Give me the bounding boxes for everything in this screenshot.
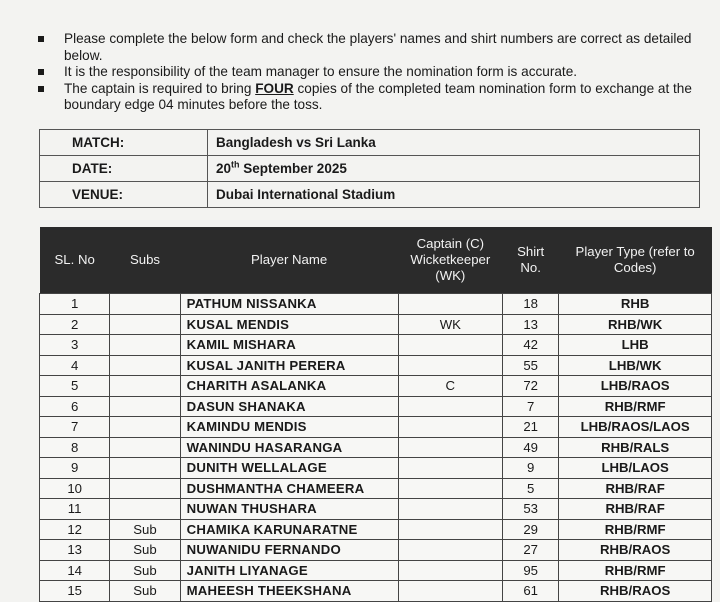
sl-cell: 4 [40,355,110,376]
sl-cell: 5 [40,376,110,397]
player-name-cell: KAMINDU MENDIS [180,417,398,438]
instruction-text: It is the responsibility of the team manager to ensure the nomination form is accurate. [64,64,578,79]
shirt-number-cell: 72 [503,376,559,397]
instruction-item [38,64,698,81]
role-cell [398,540,502,561]
subs-cell [110,314,180,335]
subs-cell: Sub [110,519,180,540]
role-cell [398,417,502,438]
header-role [398,227,502,294]
player-name-cell: JANITH LIYANAGE [180,560,398,581]
subs-cell [110,499,180,520]
player-type-cell: RHB/WK [559,314,712,335]
match-label: MATCH: [40,130,208,156]
header-type-line2: Codes) [613,260,657,275]
shirt-number-cell: 53 [503,499,559,520]
player-name-cell: CHAMIKA KARUNARATNE [180,519,398,540]
subs-cell [110,294,180,315]
bullet-icon [38,69,44,75]
match-value: Bangladesh vs Sri Lanka [208,130,700,156]
subs-cell: Sub [110,581,180,602]
role-cell [398,294,502,315]
header-shirt-line2: No. [520,260,541,275]
role-cell [398,437,502,458]
header-player-type [559,227,712,294]
sl-cell: 7 [40,417,110,438]
table-row [40,376,712,397]
instruction-item [38,31,698,64]
header-type-line1: Player Type (refer to [575,244,695,259]
venue-label: VENUE: [40,182,208,208]
sl-cell: 12 [40,519,110,540]
player-type-cell: RHB/RAOS [559,540,712,561]
match-row [40,130,700,156]
table-row [40,396,712,417]
role-cell [398,396,502,417]
table-row [40,519,712,540]
subs-cell [110,376,180,397]
shirt-number-cell: 27 [503,540,559,561]
date-rest: September 2025 [239,161,347,176]
role-cell [398,335,502,356]
role-cell [398,560,502,581]
venue-row [40,182,700,208]
shirt-number-cell: 13 [503,314,559,335]
role-cell: WK [398,314,502,335]
player-name-cell: DUSHMANTHA CHAMEERA [180,478,398,499]
table-row [40,499,712,520]
player-name-cell: NUWANIDU FERNANDO [180,540,398,561]
player-name-cell: DUNITH WELLALAGE [180,458,398,479]
player-name-cell: WANINDU HASARANGA [180,437,398,458]
sl-cell: 13 [40,540,110,561]
subs-cell [110,355,180,376]
player-name-cell: DASUN SHANAKA [180,396,398,417]
player-name-cell: CHARITH ASALANKA [180,376,398,397]
player-type-cell: RHB/RALS [559,437,712,458]
header-role-line2: Wicketkeeper [410,252,491,267]
shirt-number-cell: 49 [503,437,559,458]
date-suffix: th [231,159,240,170]
sl-cell: 14 [40,560,110,581]
header-subs: Subs [110,227,180,294]
table-row [40,458,712,479]
player-type-cell: LHB/WK [559,355,712,376]
player-name-cell: NUWAN THUSHARA [180,499,398,520]
instruction-text-end: copies of the completed team nomination form to exchange at the boundary edge 04 minutes before the toss. [64,80,692,112]
sl-cell: 2 [40,314,110,335]
player-type-cell: RHB/RAF [559,478,712,499]
shirt-number-cell: 5 [503,478,559,499]
shirt-number-cell: 21 [503,417,559,438]
shirt-number-cell: 95 [503,560,559,581]
role-cell [398,355,502,376]
sl-cell: 9 [40,458,110,479]
player-type-cell: RHB/RMF [559,560,712,581]
sl-cell: 6 [40,396,110,417]
subs-cell [110,437,180,458]
subs-cell [110,478,180,499]
subs-cell: Sub [110,540,180,561]
player-name-cell: KUSAL MENDIS [180,314,398,335]
instruction-text: Please complete the below form and check the players' names and shirt numbers are correct as detailed below. [64,31,692,63]
venue-value: Dubai International Stadium [208,182,700,208]
player-name-cell: KUSAL JANITH PERERA [180,355,398,376]
header-role-line1: Captain (C) [416,236,485,251]
player-type-cell: LHB [559,335,712,356]
header-shirt [503,227,559,294]
date-row [40,156,700,182]
player-type-cell: RHB [559,294,712,315]
header-sl: SL. No [40,227,110,294]
sl-cell: 11 [40,499,110,520]
table-row [40,560,712,581]
shirt-number-cell: 55 [503,355,559,376]
shirt-number-cell: 42 [503,335,559,356]
subs-cell [110,417,180,438]
subs-cell: Sub [110,560,180,581]
date-label: DATE: [40,156,208,182]
player-name-cell: MAHEESH THEEKSHANA [180,581,398,602]
role-cell [398,519,502,540]
table-row [40,581,712,602]
sl-cell: 10 [40,478,110,499]
player-type-cell: RHB/RMF [559,396,712,417]
header-shirt-line1: Shirt [517,244,545,259]
subs-cell [110,396,180,417]
player-name-cell: KAMIL MISHARA [180,335,398,356]
header-player-name: Player Name [180,227,398,294]
table-row [40,355,712,376]
role-cell: C [398,376,502,397]
table-row [40,417,712,438]
players-header-row [40,227,712,294]
shirt-number-cell: 18 [503,294,559,315]
instruction-emphasis: FOUR [255,80,294,96]
sl-cell: 15 [40,581,110,602]
shirt-number-cell: 7 [503,396,559,417]
instruction-text-start: The captain is required to bring [64,80,256,96]
players-table [39,227,712,602]
role-cell [398,478,502,499]
table-row [40,314,712,335]
player-type-cell: RHB/RAOS [559,581,712,602]
table-row [40,437,712,458]
player-type-cell: RHB/RAF [559,499,712,520]
player-type-cell: LHB/RAOS/LAOS [559,417,712,438]
subs-cell [110,458,180,479]
shirt-number-cell: 29 [503,519,559,540]
header-role-line3: (WK) [435,268,466,283]
sl-cell: 8 [40,437,110,458]
date-value [208,156,700,182]
match-info-table [39,129,700,208]
player-type-cell: LHB/RAOS [559,376,712,397]
role-cell [398,581,502,602]
bullet-icon [38,86,44,92]
players-body [40,294,712,602]
player-type-cell: RHB/RMF [559,519,712,540]
sl-cell: 1 [40,294,110,315]
table-row [40,478,712,499]
table-row [40,540,712,561]
bullet-icon [38,36,44,42]
shirt-number-cell: 61 [503,581,559,602]
sl-cell: 3 [40,335,110,356]
subs-cell [110,335,180,356]
instruction-item [38,81,698,114]
date-day: 20 [216,161,232,176]
role-cell [398,458,502,479]
table-row [40,335,712,356]
player-type-cell: LHB/LAOS [559,458,712,479]
table-row [40,294,712,315]
player-name-cell: PATHUM NISSANKA [180,294,398,315]
instructions-list [38,31,698,114]
role-cell [398,499,502,520]
shirt-number-cell: 9 [503,458,559,479]
